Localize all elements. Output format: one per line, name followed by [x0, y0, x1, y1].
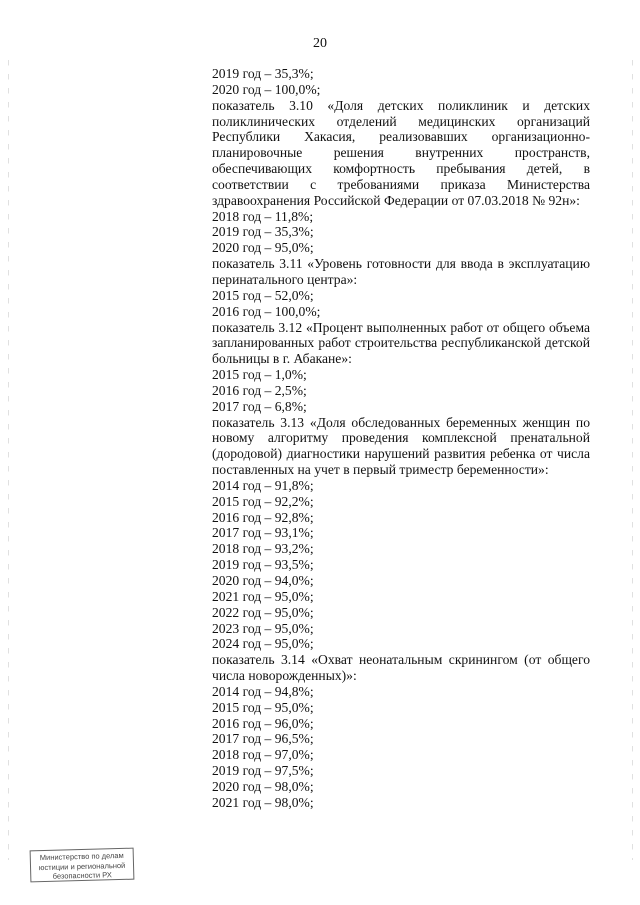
indicator-3-12-paragraph: показатель 3.12 «Процент выполненных работ от общего объема запланированных работ строительства республиканской детской больницы в г. Абакане»:	[212, 319, 590, 367]
year-value-line: 2017 год – 6,8%;	[212, 398, 307, 414]
year-value-line: 2021 год – 98,0%;	[212, 794, 314, 810]
indicator-3-14-paragraph: показатель 3.14 «Охват неонатальным скринингом (от общего числа новорожденных)»:	[212, 652, 590, 684]
year-value-line: 2016 год – 92,8%;	[212, 509, 314, 525]
year-value-line: 2015 год – 52,0%;	[212, 287, 314, 303]
year-value-line: 2023 год – 95,0%;	[212, 620, 314, 636]
year-value-line: 2015 год – 1,0%;	[212, 367, 307, 383]
year-value-line: 2018 год – 11,8%;	[212, 208, 314, 224]
year-value-line: 2024 год – 95,0%;	[212, 636, 314, 652]
indicator-3-10-paragraph: показатель 3.10 «Доля детских поликлиник и детских поликлинических отделений медицинских организаций Республики Хакасия, реализовавших организационно-планировочные решения внутренних пространств, обеспечивающих комфортность пребывания детей, в соответствии с требованиями приказа Министерства здравоохранения Российской Федерации от 07.03.2018 № 92н»:	[212, 97, 590, 208]
year-value-line: 2015 год – 95,0%;	[212, 699, 314, 715]
year-value-line: 2020 год – 94,0%;	[212, 573, 314, 588]
registration-stamp	[30, 848, 135, 883]
year-value-line: 2016 год – 96,0%;	[212, 715, 314, 731]
year-value-line: 2020 год – 98,0%;	[212, 778, 314, 794]
year-value-line: 2017 год – 93,1%;	[212, 525, 314, 541]
indicator-3-13-paragraph: показатель 3.13 «Доля обследованных беременных женщин по новому алгоритму проведения комплексной пренатальной (дородовой) диагностики нарушений развития ребенка от числа поставленных на учет в первый триместр беременности»:	[212, 414, 590, 478]
stamp-line-2: юстиции и региональной	[38, 860, 126, 872]
year-value-line: 2019 год – 35,3%;	[212, 224, 314, 240]
year-value-line: 2019 год – 35,3%;	[212, 66, 314, 81]
year-value-line: 2019 год – 93,5%;	[212, 557, 314, 573]
year-value-line: 2016 год – 100,0%;	[212, 303, 321, 319]
year-value-line: 2014 год – 91,8%;	[212, 477, 314, 493]
year-value-line: 2020 год – 95,0%;	[212, 240, 314, 256]
stamp-line-3: безопасности РХ	[52, 870, 112, 881]
year-value-line: 2022 год – 95,0%;	[212, 604, 314, 620]
year-value-line: 2020 год – 100,0%;	[212, 81, 321, 97]
page-number: 20	[313, 36, 327, 51]
year-value-line: 2017 год – 96,5%;	[212, 731, 314, 747]
left-margin-artifact	[8, 60, 9, 860]
year-value-line: 2018 год – 93,2%;	[212, 541, 314, 557]
document-body	[212, 66, 590, 811]
year-value-line: 2016 год – 2,5%;	[212, 382, 307, 398]
right-margin-artifact	[632, 60, 633, 860]
stamp-line-1: Министерство по делам	[39, 850, 124, 863]
year-value-line: 2019 год – 97,5%;	[212, 763, 314, 779]
year-value-line: 2014 год – 94,8%;	[212, 683, 314, 699]
year-value-line: 2018 год – 97,0%;	[212, 747, 314, 763]
year-value-line: 2015 год – 92,2%;	[212, 493, 314, 509]
year-value-line: 2021 год – 95,0%;	[212, 588, 314, 604]
indicator-3-11-paragraph: показатель 3.11 «Уровень готовности для ввода в эксплуатацию перинатального центра»:	[212, 256, 590, 287]
